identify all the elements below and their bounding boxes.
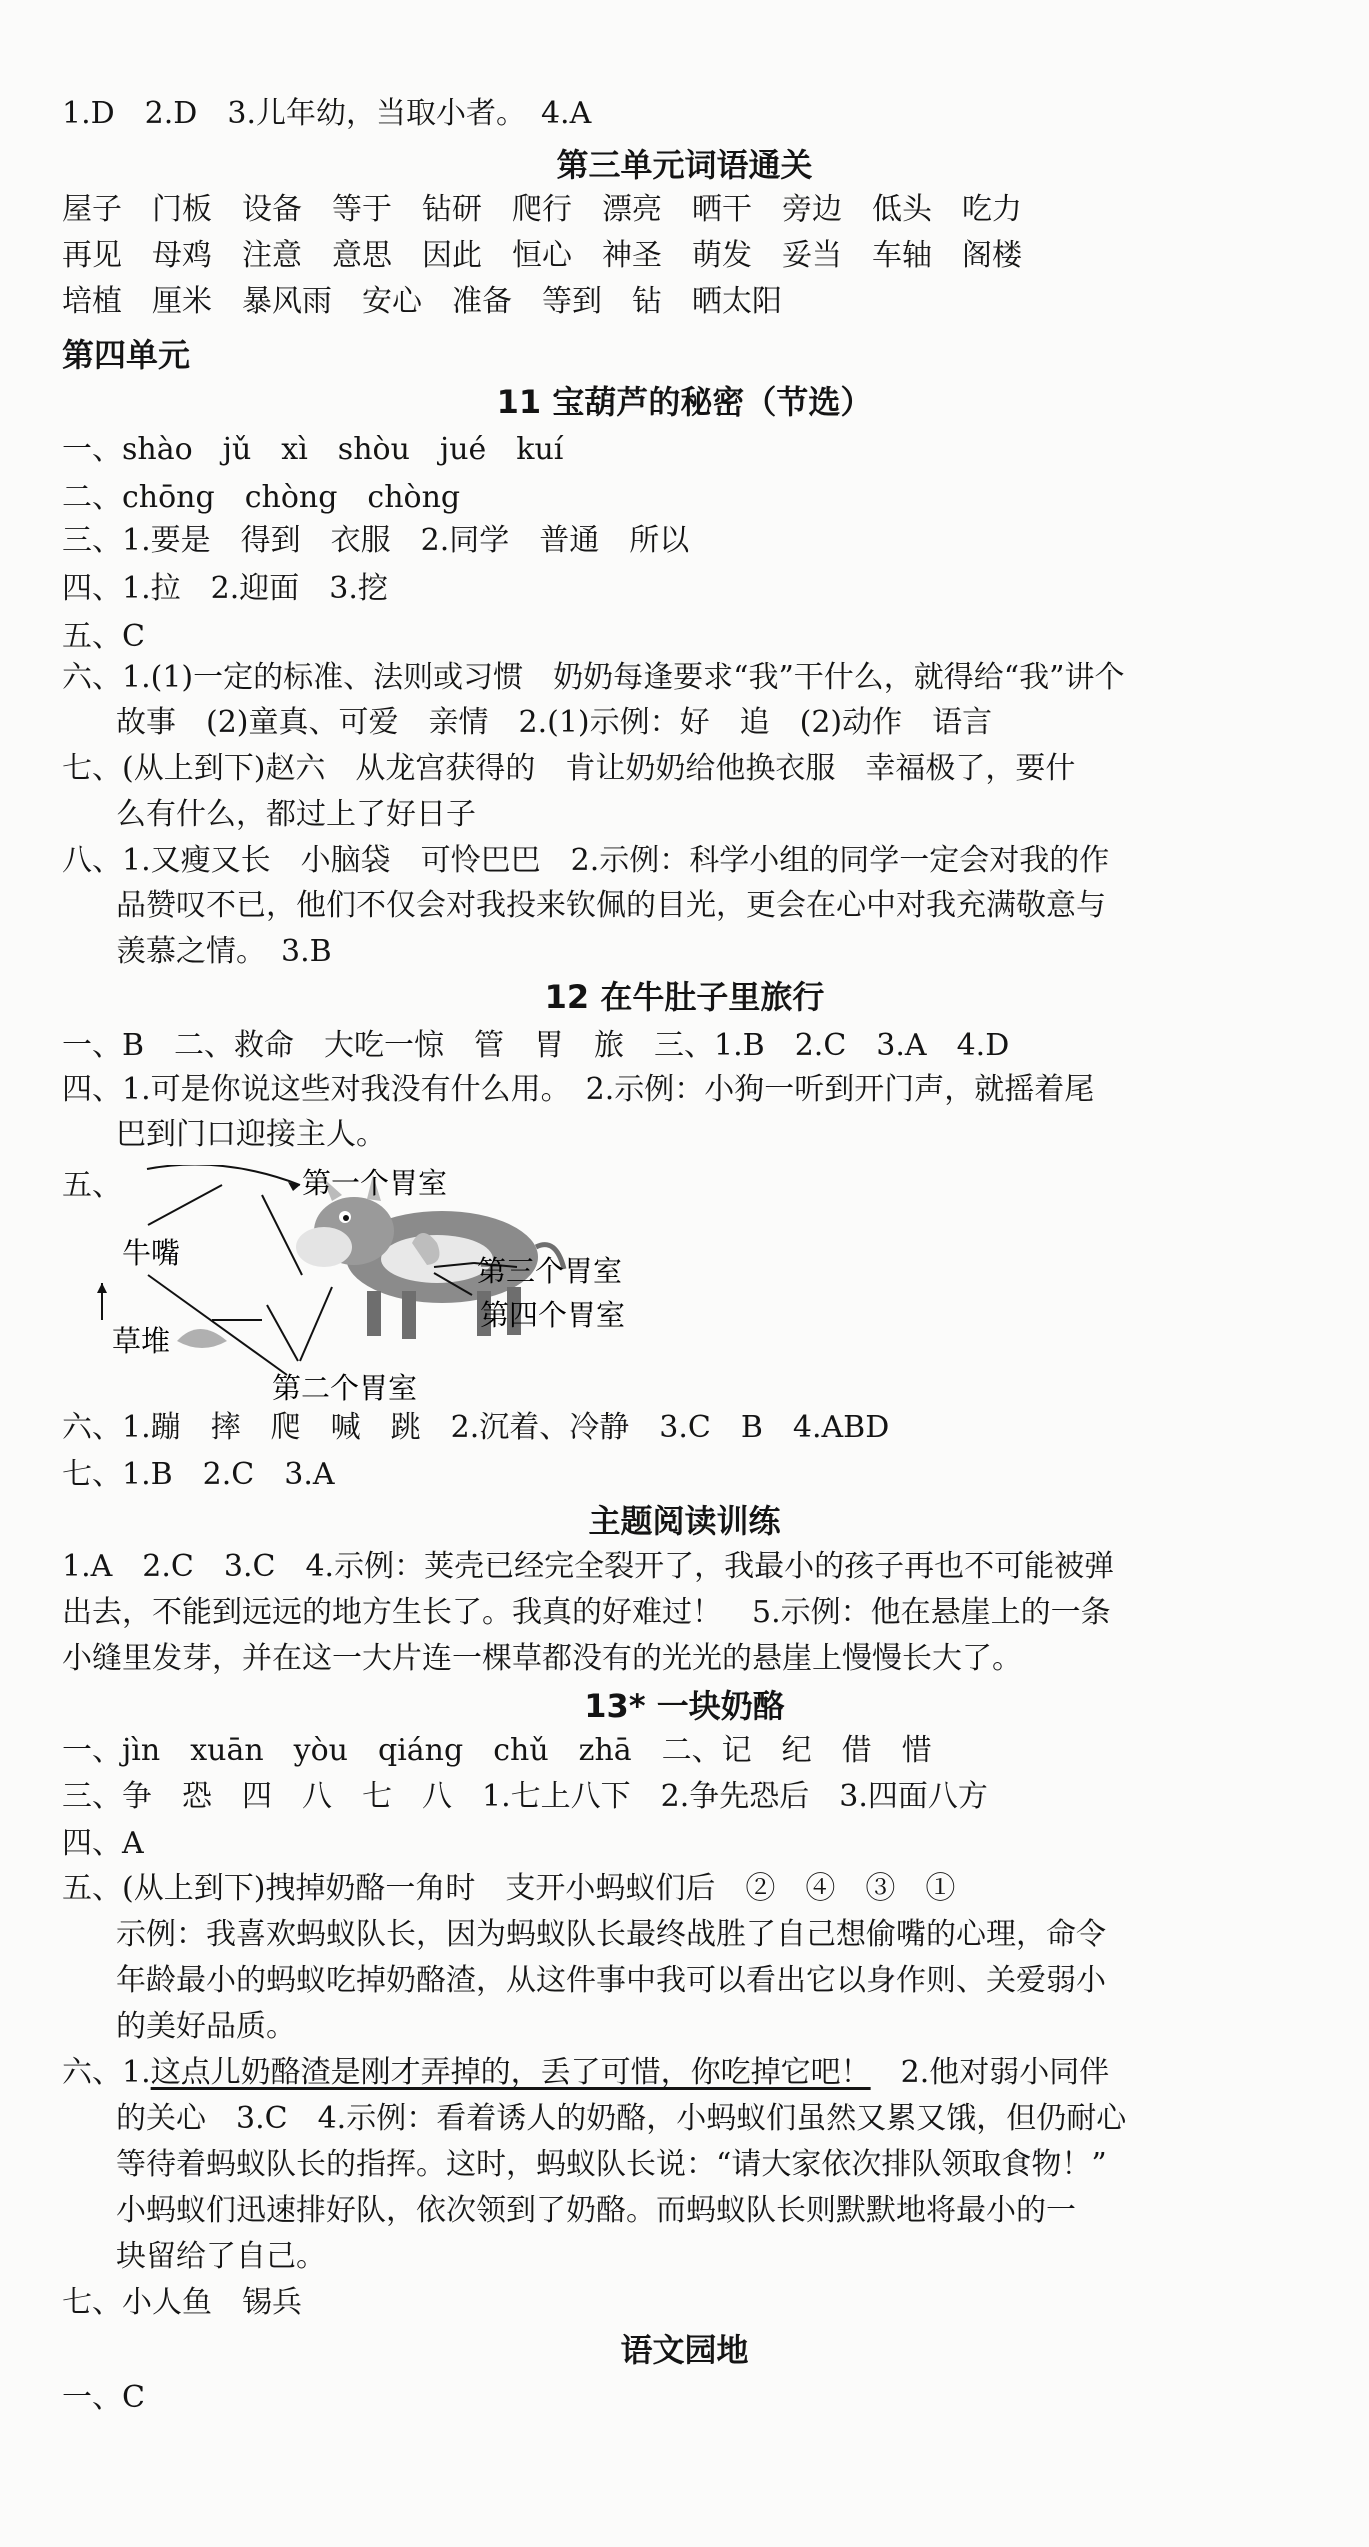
answer-line: 小蚂蚁们迅速排好队，依次领到了奶酪。而蚂蚁队长则默默地将最小的一 [116, 2193, 1076, 2228]
label-mouth: 牛嘴 [122, 1236, 181, 1270]
answer-line: 三、1.要是 得到 衣服 2.同学 普通 所以 [62, 523, 690, 558]
cow-pupil [343, 1215, 349, 1221]
answer-line: 四、A [62, 1826, 144, 1861]
unit-title: 第四单元 [62, 336, 191, 374]
answer-line: 三、争 恐 四 八 七 八 1.七上八下 2.争先恐后 3.四面八方 [62, 1779, 988, 1814]
answer-line: 七、(从上到下)赵六 从龙宫获得的 肯让奶奶给他换衣服 幸福极了，要什 [62, 751, 1076, 786]
section-title-theme-reading: 主题阅读训练 [588, 1502, 781, 1540]
answer-line: 块留给了自己。 [116, 2239, 326, 2274]
label-first-stomach: 第一个胃室 [302, 1166, 448, 1200]
lesson-title: 11 宝葫芦的秘密（节选） [496, 383, 873, 421]
answer-line: 八、1.又瘦又长 小脑袋 可怜巴巴 2.示例：科学小组的同学一定会对我的作 [62, 843, 1110, 878]
answer-line: 等待着蚂蚁队长的指挥。这时，蚂蚁队长说：“请大家依次排队领取食物！” [116, 2147, 1107, 2182]
answer-line: 的关心 3.C 4.示例：看着诱人的奶酪，小蚂蚁们虽然又累又饿，但仍耐心 [116, 2101, 1127, 2136]
arrow-line [147, 1165, 300, 1185]
label-haystack: 草堆 [112, 1324, 171, 1358]
arrow-line [267, 1305, 298, 1361]
answer-line: 二、chōng chòng chòng [62, 480, 461, 515]
answer-line: 一、C [62, 2380, 145, 2415]
answer-line: 一、shào jǔ xì shòu jué kuí [62, 432, 564, 467]
answer-line: 故事 (2)童真、可爱 亲情 2.(1)示例：好 追 (2)动作 语言 [116, 705, 993, 740]
answer-line: 一、B 二、救命 大吃一惊 管 胃 旅 三、1.B 2.C 3.A 4.D [62, 1028, 1010, 1063]
answer-line: 五、C [62, 619, 145, 654]
answer-line: 羡慕之情。 3.B [116, 934, 332, 969]
cow-leg [367, 1291, 381, 1336]
vocab-line: 再见 母鸡 注意 意思 因此 恒心 神圣 萌发 妥当 车轴 阁楼 [62, 238, 1022, 273]
lesson-title: 13* 一块奶酪 [584, 1687, 785, 1725]
answer-line: 1.A 2.C 3.C 4.示例：荚壳已经完全裂开了，我最小的孩子再也不可能被弹 [62, 1549, 1115, 1584]
label-third-stomach: 第三个胃室 [477, 1254, 623, 1288]
answer-line: 五、 [62, 1168, 122, 1203]
line-prefix: 六、1. [62, 2055, 151, 2090]
section-title-unit3-vocab: 第三单元词语通关 [556, 146, 813, 184]
answer-line [62, 2055, 1109, 2091]
answer-line: 品赞叹不已，他们不仅会对我投来钦佩的目光，更会在心中对我充满敬意与 [116, 888, 1106, 923]
haystack-icon [177, 1329, 227, 1348]
arrow-head [97, 1283, 107, 1293]
arrow-line [300, 1287, 332, 1361]
answer-line: 五、(从上到下)拽掉奶酪一角时 支开小蚂蚁们后 ② ④ ③ ① [62, 1871, 956, 1906]
lesson-title: 12 在牛肚子里旅行 [544, 978, 825, 1016]
answer-line: 四、1.可是你说这些对我没有什么用。 2.示例：小狗一听到开门声，就摇着尾 [62, 1072, 1095, 1107]
answer-line: 么有什么，都过上了好日子 [116, 797, 476, 832]
underlined-answer: 这点儿奶酪渣是刚才弄掉的，丢了可惜，你吃掉它吧！ [150, 2055, 871, 2090]
cow-leg [402, 1291, 416, 1339]
answer-line: 一、jìn xuān yòu qiáng chǔ zhā 二、记 纪 借 惜 [62, 1733, 932, 1768]
answer-line: 六、1.(1)一定的标准、法则或习惯 奶奶每逢要求“我”干什么，就得给“我”讲个 [62, 660, 1125, 695]
answer-line: 四、1.拉 2.迎面 3.挖 [62, 571, 388, 606]
line-suffix: 2.他对弱小同伴 [870, 2055, 1110, 2090]
vocab-line: 屋子 门板 设备 等于 钻研 爬行 漂亮 晒干 旁边 低头 吃力 [62, 192, 1022, 227]
answer-line: 七、1.B 2.C 3.A [62, 1457, 335, 1492]
label-second-stomach: 第二个胃室 [272, 1371, 418, 1405]
answer-line: 示例：我喜欢蚂蚁队长，因为蚂蚁队长最终战胜了自己想偷嘴的心理，命令 [116, 1917, 1106, 1952]
vocab-line: 培植 厘米 暴风雨 安心 准备 等到 钻 晒太阳 [62, 284, 782, 319]
answer-line: 小缝里发芽，并在这一大片连一棵草都没有的光光的悬崖上慢慢长大了。 [62, 1641, 1022, 1676]
answer-line: 巴到门口迎接主人。 [116, 1117, 386, 1152]
cow-muzzle [296, 1227, 352, 1267]
arrow-line [148, 1185, 222, 1225]
arrow-line [262, 1195, 302, 1275]
label-fourth-stomach: 第四个胃室 [480, 1298, 626, 1332]
section-title-garden: 语文园地 [620, 2331, 749, 2369]
answer-line: 六、1.蹦 摔 爬 喊 跳 2.沉着、冷静 3.C B 4.ABD [62, 1410, 890, 1445]
answer-line: 出去，不能到远远的地方生长了。我真的好难过！ 5.示例：他在悬崖上的一条 [62, 1595, 1111, 1630]
cow-stomach-diagram [62, 1165, 702, 1405]
answer-line: 年龄最小的蚂蚁吃掉奶酪渣，从这件事中我可以看出它以身作则、关爱弱小 [116, 1963, 1106, 1998]
answer-line: 1.D 2.D 3.儿年幼，当取小者。 4.A [62, 96, 592, 131]
answer-line: 的美好品质。 [116, 2009, 296, 2044]
answer-line: 七、小人鱼 锡兵 [62, 2285, 302, 2320]
